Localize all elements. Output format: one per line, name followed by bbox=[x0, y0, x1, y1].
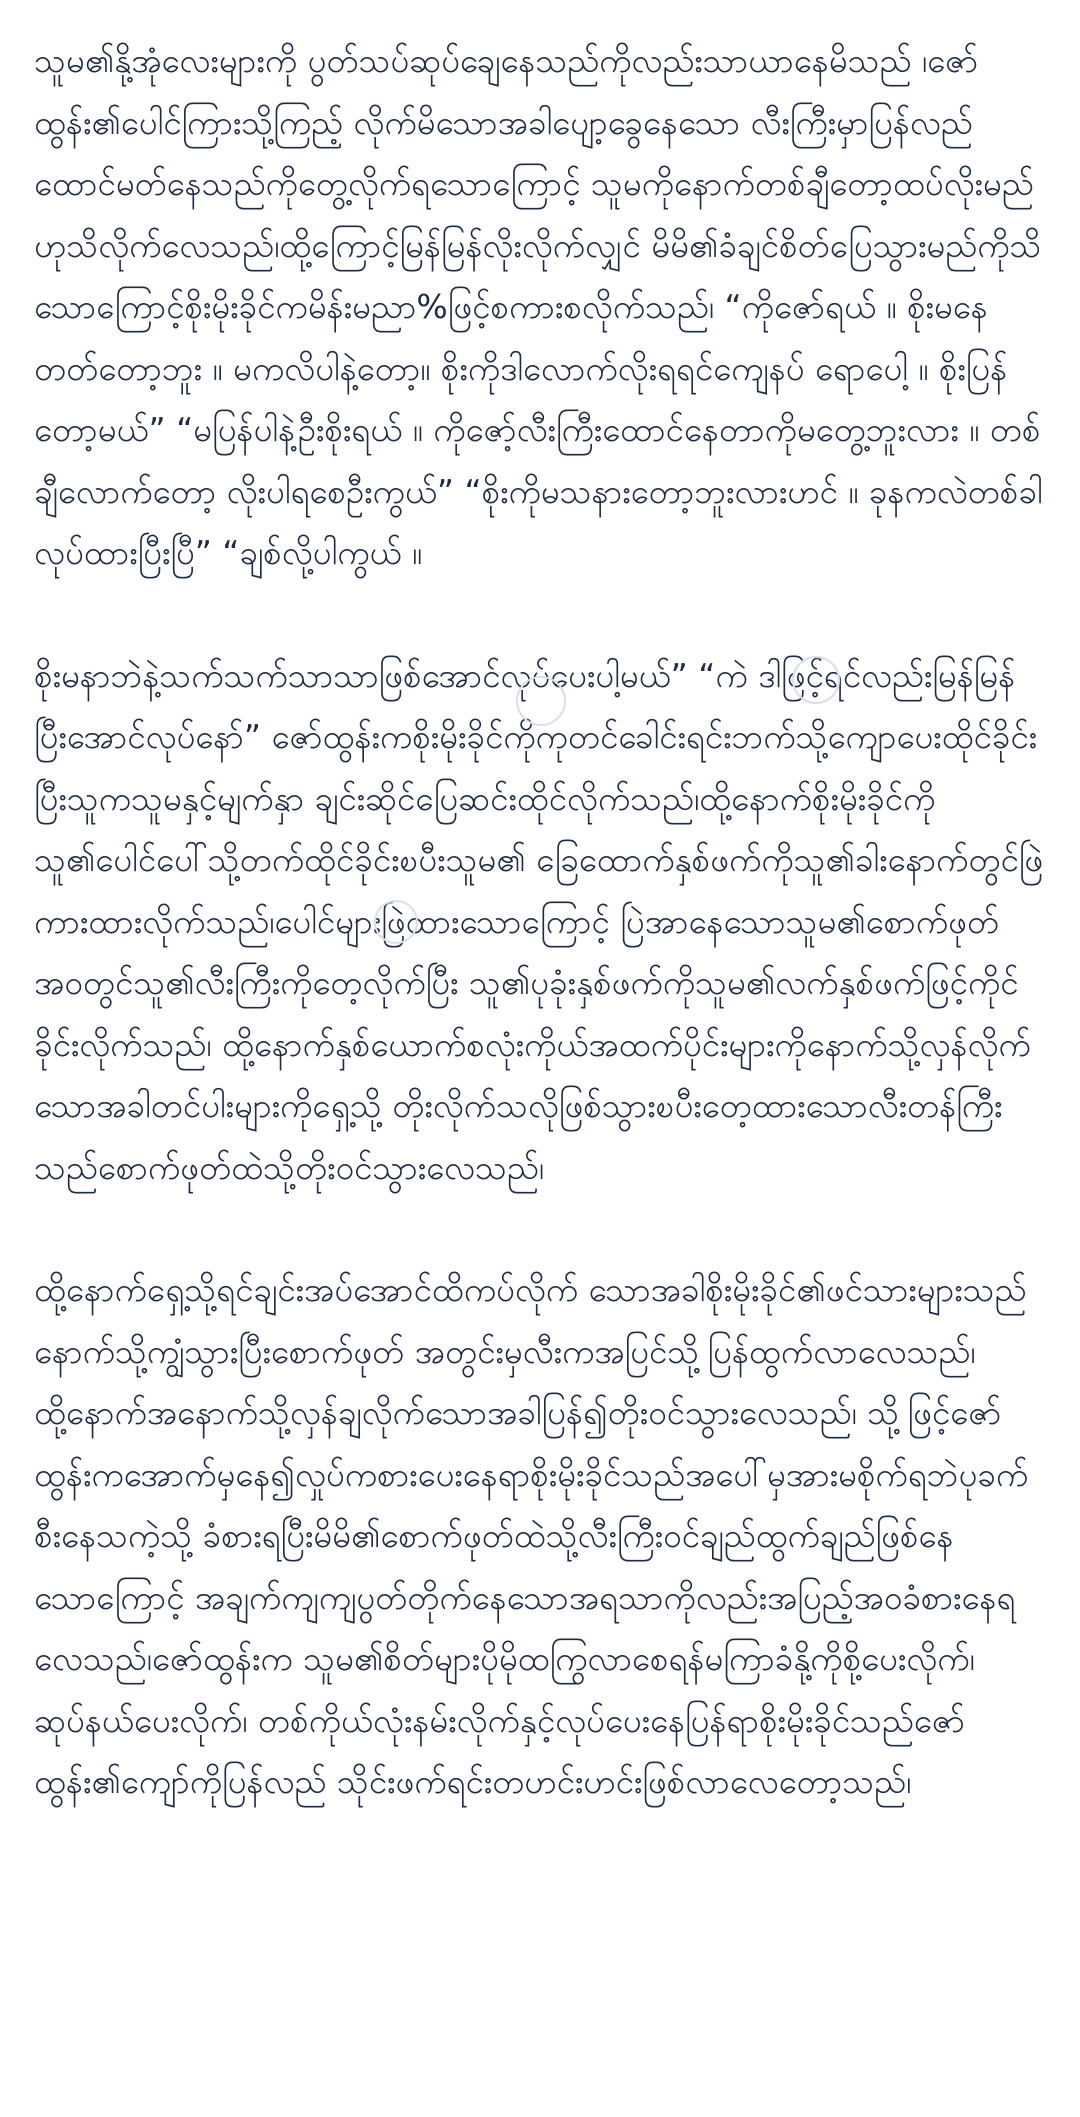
paragraph-1: သူမ၏နို့အုံလေးများကို ပွတ်သပ်ဆုပ်ချေနေသည်ကိုလည်းသာယာနေမိသည် ၊ဇော်ထွန်း၏ပေါင်ကြားသို့ကြည့် လိုက်မိသောအခါပျော့ခွေနေသော လီးကြီးမှာပြန်လည်ထောင်မတ်နေသည်ကိုတွေ့လိုက်ရသောကြောင့် သူမကိုနောက်တစ်ချီတော့ထပ်လိုးမည်ဟုသိလိုက်လေသည်၊ထို့ကြောင့်မြန်မြန်လိုးလိုက်လျှင် မိမိ၏ခံချင်စိတ်ပြေသွားမည်ကိုသိသောကြောင့်စိုးမိုးခိုင်ကမိန်းမညာ%ဖြင့်စကားစလိုက်သည်၊ “ကိုဇော်ရယ် ။ စိုးမနေတတ်တော့ဘူး ။ မကလိပါနဲ့တော့။ စိုးကိုဒါလောက်လိုးရရင်ကျေနပ် ရောပေါ့ ။ စိုးပြန်တော့မယ်” “မပြန်ပါနဲ့ဦးစိုးရယ် ။ ကိုဇော့်လီးကြီးထောင်နေတာကိုမတွေ့ဘူးလား ။ တစ်ချီလောက်တော့ လိုးပါရစေဦးကွယ်” “စိုးကိုမသနားတော့ဘူးလားဟင် ။ ခုနကလဲတစ်ခါလုပ်ထားပြီးပြီ” “ချစ်လို့ပါကွယ် ။ bbox=[34, 41, 1043, 572]
paragraph-2: စိုးမနာဘဲနဲ့သက်သက်သာသာဖြစ်အောင်လုပ်ပေးပါ့မယ်” “ကဲ ဒါဖြင့်ရင်လည်းမြန်မြန်ပြီးအောင်လုပ်နော်” ဇော်ထွန်းကစိုးမိုးခိုင်ကိုကုတင်ခေါင်းရင်းဘက်သို့ကျောပေးထိုင်ခိုင်းပြီးသူကသူမနှင့်မျက်နှာ ချင်းဆိုင်ပြေဆင်းထိုင်လိုက်သည်၊ထို့နောက်စိုးမိုးခိုင်ကိုသူ၏ပေါင်ပေါ်သို့တက်ထိုင်ခိုင်းၿပီးသူမ၏ ခြေထောက်နှစ်ဖက်ကိုသူ၏ခါးနောက်တွင်ဖြဲကားထားလိုက်သည်၊ပေါင်များဖြဲထားသောကြောင့် ပြဲအာနေသောသူမ၏စောက်ဖုတ်အဝတွင်သူ၏လီးကြီးကိုတေ့လိုက်ပြီး သူ၏ပုခုံးနှစ်ဖက်ကိုသူမ၏လက်နှစ်ဖက်ဖြင့်ကိုင်ခိုင်းလိုက်သည်၊ ထို့နောက်နှစ်ယောက်စလုံးကိုယ်အထက်ပိုင်းများကိုနောက်သို့လှန်လိုက်သောအခါတင်ပါးများကိုရှေ့သို့ တိုးလိုက်သလိုဖြစ်သွားၿပီးတေ့ထားသောလီးတန်ကြီး သည်စောက်ဖုတ်ထဲသို့တိုးဝင်သွားလေသည်၊ bbox=[34, 655, 1044, 1187]
paragraph-3: ထို့နောက်ရှေ့သို့ရင်ချင်းအပ်အောင်ထိကပ်လိုက် သောအခါစိုးမိုးခိုင်၏ဖင်သားများသည်နောက်သို့ကျွံသွားပြီးစောက်ဖုတ် အတွင်းမှလီးကအပြင်သို့ပြန်ထွက်လာလေသည်၊ ထို့နောက်အနောက်သို့လှန်ချလိုက်သောအခါပြန်၍တိုးဝင်သွားလေသည်၊ သို့ဖြင့်ဇော်ထွန်းကအောက်မှနေ၍လှုပ်ကစားပေးနေရာစိုးမိုးခိုင်သည်အပေါ်မှအားမစိုက်ရဘဲပုခက်စီးနေသကဲ့သို့ ခံစားရပြီးမိမိ၏စောက်ဖုတ်ထဲသို့လီးကြီးဝင်ချည်ထွက်ချည်ဖြစ်နေသောကြောင့် အချက်ကျကျပွတ်တိုက်နေသောအရသာကိုလည်းအပြည့်အဝခံစားနေရလေသည်၊ဇော်ထွန်းက သူမ၏စိတ်များပိုမိုထကြွလာစေရန်မကြာခံနို့ကိုစို့ပေးလိုက်၊ဆုပ်နယ်ပေးလိုက်၊ တစ်ကိုယ်လုံးနမ်းလိုက်နှင့်လုပ်ပေးနေပြန်ရာစိုးမိုးခိုင်သည်ဇော်ထွန်း၏ကျော်ကိုပြန်လည် သိုင်းဖက်ရင်းတဟင်းဟင်းဖြစ်လာလေတော့သည်၊ bbox=[34, 1270, 1029, 1801]
